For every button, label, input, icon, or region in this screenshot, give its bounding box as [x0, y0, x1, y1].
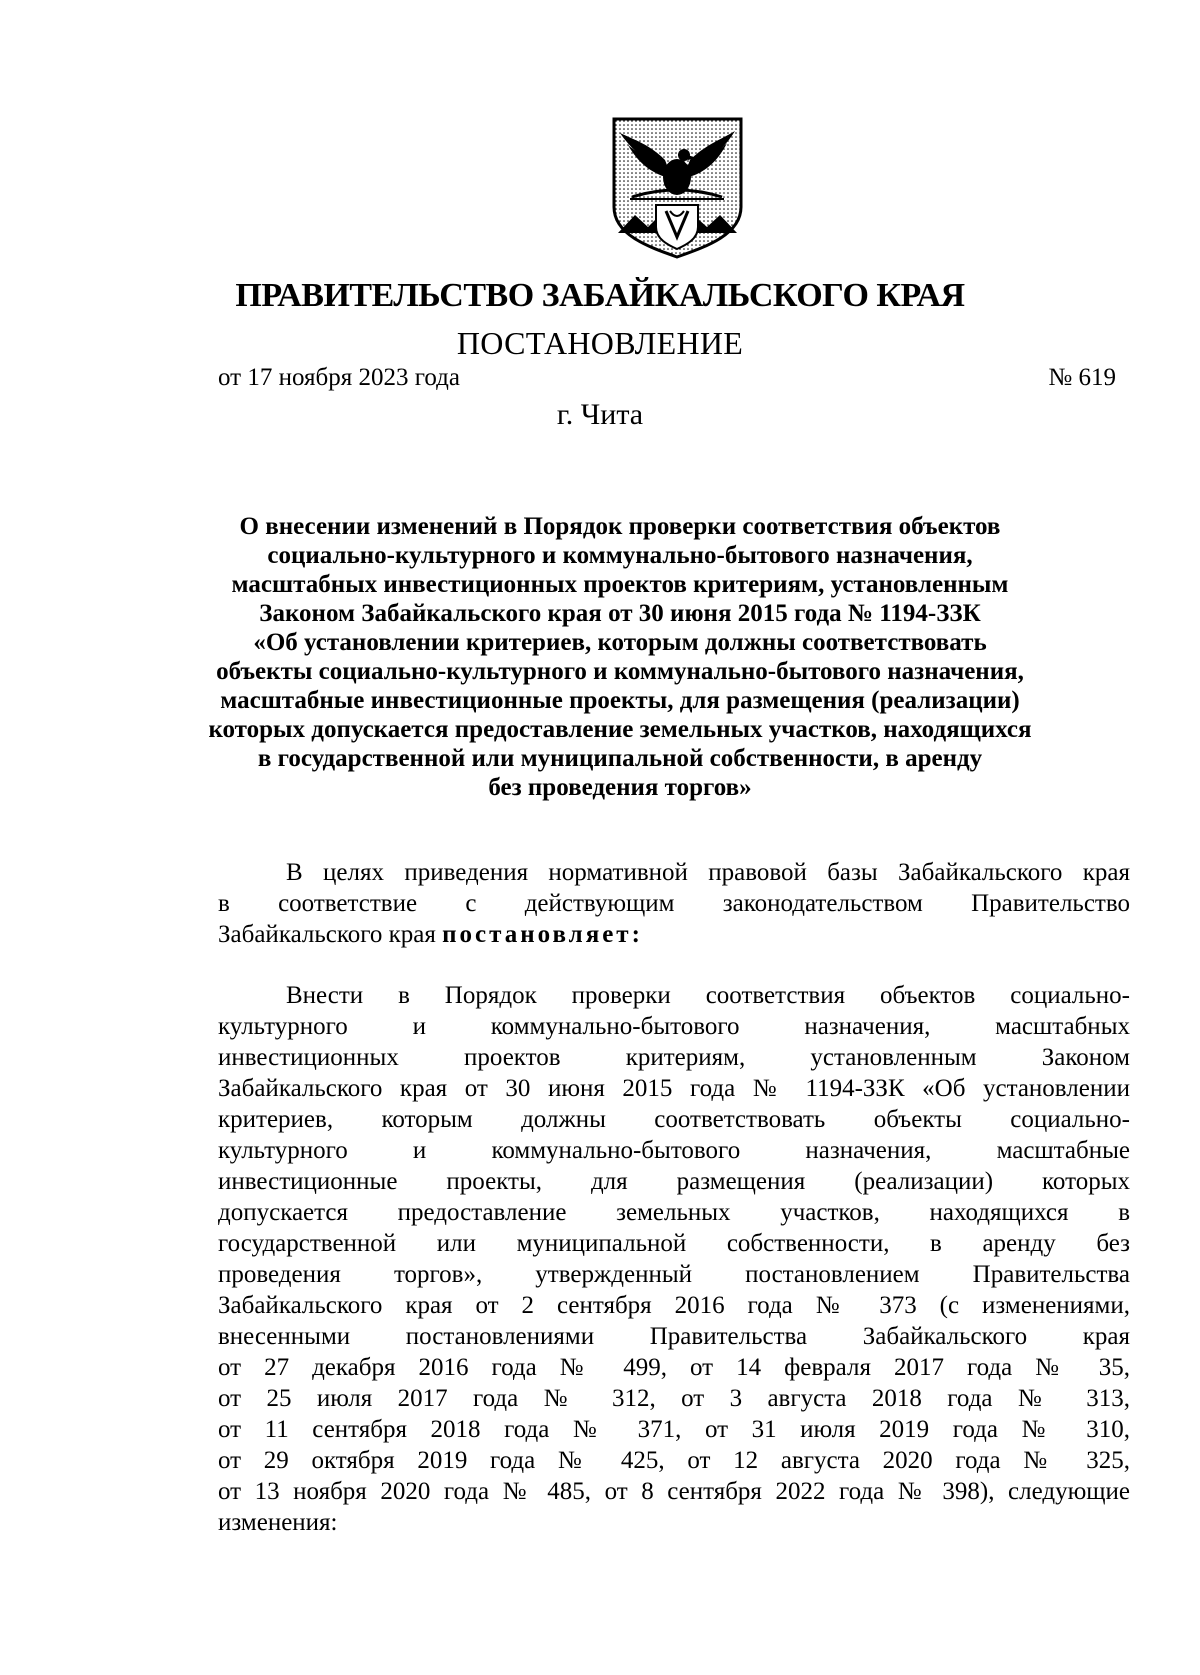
title-line: масштабных инвестиционных проектов критериям, установленным: [231, 571, 1009, 598]
text-line: инвестиционные проекты, для размещения (реализации) которых: [218, 1168, 1130, 1195]
coat-of-arms-icon: [610, 115, 745, 260]
text-line: от 27 декабря 2016 года № 499, от 14 февраля 2017 года № 35,: [218, 1354, 1130, 1381]
title-line: которых допускается предоставление земельных участков, находящихся: [208, 716, 1032, 743]
government-name: ПРАВИТЕЛЬСТВО ЗАБАЙКАЛЬСКОГО КРАЯ: [235, 277, 965, 314]
document-date: от 17 ноября 2023 года: [218, 364, 460, 391]
text-line: изменения:: [218, 1509, 338, 1536]
body-paragraph: [218, 980, 1130, 1538]
title-line: «Об установлении критериев, которым должны соответствовать: [253, 629, 987, 656]
text-line: культурного и коммунально-бытового назначения, масштабных: [218, 1013, 1130, 1040]
document-city: г. Чита: [556, 398, 644, 431]
document-number: № 619: [1048, 364, 1116, 391]
text-line: в соответствие с действующим законодательством Правительство: [218, 890, 1130, 917]
emphasized-verb: постановляет:: [442, 921, 643, 948]
document-type: ПОСТАНОВЛЕНИЕ: [456, 325, 744, 361]
title-line: Законом Забайкальского края от 30 июня 2015 года № 1194-ЗЗК: [259, 600, 981, 627]
text-fragment: Забайкальского края: [218, 921, 443, 948]
text-line: критериев, которым должны соответствовать объекты социально-: [218, 1106, 1130, 1133]
title-line: масштабные инвестиционные проекты, для размещения (реализации): [220, 687, 1020, 714]
text-line: Внести в Порядок проверки соответствия объектов социально-: [286, 982, 1130, 1009]
text-line: допускается предоставление земельных участков, находящихся в: [218, 1199, 1130, 1226]
text-line: культурного и коммунально-бытового назначения, масштабные: [218, 1137, 1130, 1164]
text-line: от 25 июля 2017 года № 312, от 3 августа 2018 года № 313,: [218, 1385, 1130, 1412]
title-line: О внесении изменений в Порядок проверки соответствия объектов: [239, 513, 1001, 540]
text-line: внесенными постановлениями Правительства Забайкальского края: [218, 1323, 1130, 1350]
preamble-paragraph: [218, 857, 1130, 950]
text-line: В целях приведения нормативной правовой базы Забайкальского края: [286, 859, 1130, 886]
text-line: государственной или муниципальной собственности, в аренду без: [218, 1230, 1130, 1257]
title-line: в государственной или муниципальной собственности, в аренду: [257, 745, 983, 772]
text-line: от 11 сентября 2018 года № 371, от 31 июля 2019 года № 310,: [218, 1416, 1130, 1443]
text-line: от 29 октября 2019 года № 425, от 12 августа 2020 года № 325,: [218, 1447, 1130, 1474]
title-line: без проведения торгов»: [488, 774, 752, 801]
title-line: социально-культурного и коммунально-бытового назначения,: [267, 542, 973, 569]
title-line: объекты социально-культурного и коммунально-бытового назначения,: [216, 658, 1024, 685]
text-line: [218, 919, 1130, 950]
text-line: Забайкальского края от 2 сентября 2016 года № 373 (с изменениями,: [218, 1292, 1130, 1319]
text-line: инвестиционных проектов критериям, установленным Законом: [218, 1044, 1130, 1071]
document-title: [190, 512, 1050, 802]
text-line: проведения торгов», утвержденный постановлением Правительства: [218, 1261, 1130, 1288]
text-line: Забайкальского края от 30 июня 2015 года № 1194-ЗЗК «Об установлении: [218, 1075, 1130, 1102]
text-line: от 13 ноября 2020 года № 485, от 8 сентября 2022 года № 398), следующие: [218, 1478, 1130, 1505]
